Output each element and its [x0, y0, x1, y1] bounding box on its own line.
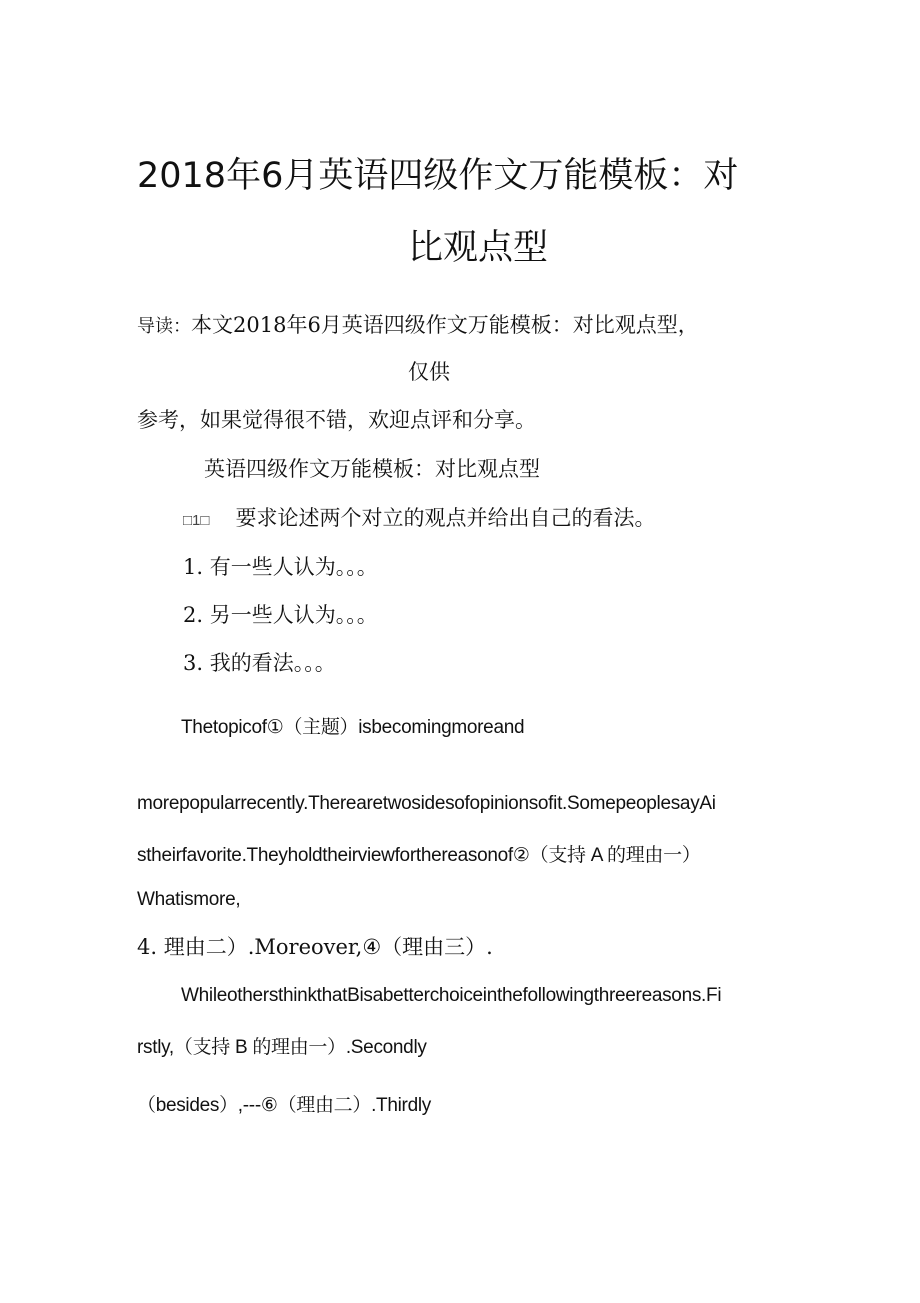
- essay-line: （besides）,---⑥（理由二）.Thirdly: [137, 1095, 431, 1116]
- point-item-1: 1. 有一些人认为。。。: [183, 555, 378, 579]
- intro-text: 本文2018年6月英语四级作文万能模板：对比观点型，: [191, 313, 699, 337]
- intro-line-2: 仅供: [408, 360, 450, 384]
- section-heading: 英语四级作文万能模板：对比观点型: [204, 457, 540, 481]
- essay-line: rstly,（支持 B 的理由一）.Secondly: [137, 1037, 427, 1058]
- essay-line: 4. 理由二）.Moreover,④（理由三）.: [137, 935, 493, 959]
- page-title-continued: 比观点型: [408, 228, 549, 268]
- intro-label: 导读：: [137, 316, 191, 337]
- intro-line-3: 参考，如果觉得很不错，欢迎点评和分享。: [137, 408, 536, 432]
- intro-paragraph: [137, 313, 699, 338]
- essay-line: stheirfavorite.Theyholdtheirviewforthereasonof②（支持 A 的理由一）: [137, 845, 701, 866]
- essay-line: Whatismore,: [137, 889, 241, 910]
- page-title: 2018年6月英语四级作文万能模板：对: [137, 156, 739, 196]
- essay-line: morepopularrecently.Therearetwosidesofopinionsofit.SomepeoplesayAi: [137, 793, 716, 814]
- requirement-line: [183, 506, 655, 531]
- essay-line: WhileothersthinkthatBisabetterchoiceinthefollowingthreereasons.Fi: [181, 985, 722, 1006]
- requirement-marker: □1□: [183, 512, 210, 529]
- requirement-text: 要求论述两个对立的观点并给出自己的看法。: [235, 506, 656, 530]
- point-item-2: 2. 另一些人认为。。。: [183, 603, 378, 627]
- essay-line: Thetopicof①（主题）isbecomingmoreand: [181, 717, 525, 738]
- point-item-3: 3. 我的看法。。。: [183, 651, 336, 675]
